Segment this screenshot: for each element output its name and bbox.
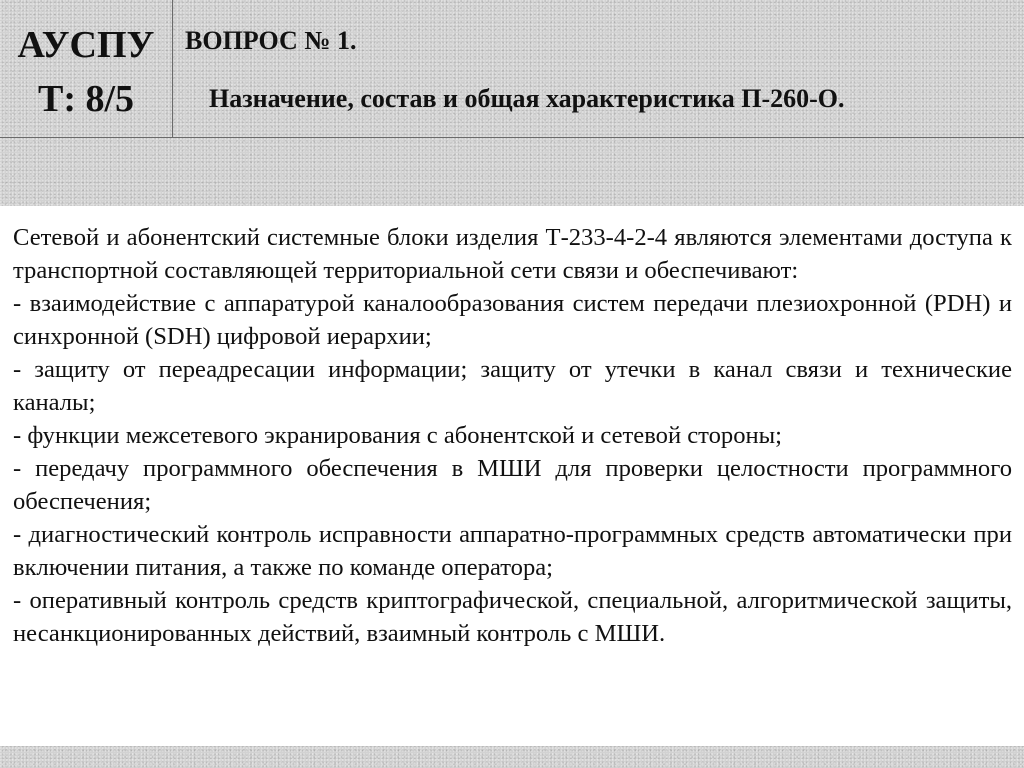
question-number: ВОПРОС № 1. xyxy=(185,26,357,55)
content-panel xyxy=(0,206,1024,746)
list-item: - диагностический контроль исправности аппаратно-программных средств автоматически при включении питания, а также по команде оператора; xyxy=(13,521,1012,581)
intro-paragraph: Сетевой и абонентский системные блоки изделия Т-233-4-2-4 являются элементами доступа к транспортной составляющей территориальной сети связи и обеспечивают: xyxy=(13,224,1012,284)
content-text xyxy=(13,221,1012,650)
course-code: АУСПУ xyxy=(17,24,155,66)
question-topic: Назначение, состав и общая характеристика П-260-О. xyxy=(209,84,845,113)
list-item: - оперативный контроль средств криптографической, специальной, алгоритмической защиты, несанкционированных действий, взаимный контроль с МШИ. xyxy=(13,587,1012,647)
list-item: - взаимодействие с аппаратурой каналообразования систем передачи плезиохронной (PDH) и синхронной (SDH) цифровой иерархии; xyxy=(13,290,1012,350)
slide-header xyxy=(0,0,1024,138)
topic-number: Т: 8/5 xyxy=(37,78,135,120)
list-item: - функции межсетевого экранирования с абонентской и сетевой стороны; xyxy=(13,422,783,449)
course-label-box xyxy=(0,0,173,137)
list-item: - передачу программного обеспечения в МШИ для проверки целостности программного обеспечения; xyxy=(13,455,1012,515)
list-item: - защиту от переадресации информации; защиту от утечки в канал связи и технические каналы; xyxy=(13,356,1012,416)
